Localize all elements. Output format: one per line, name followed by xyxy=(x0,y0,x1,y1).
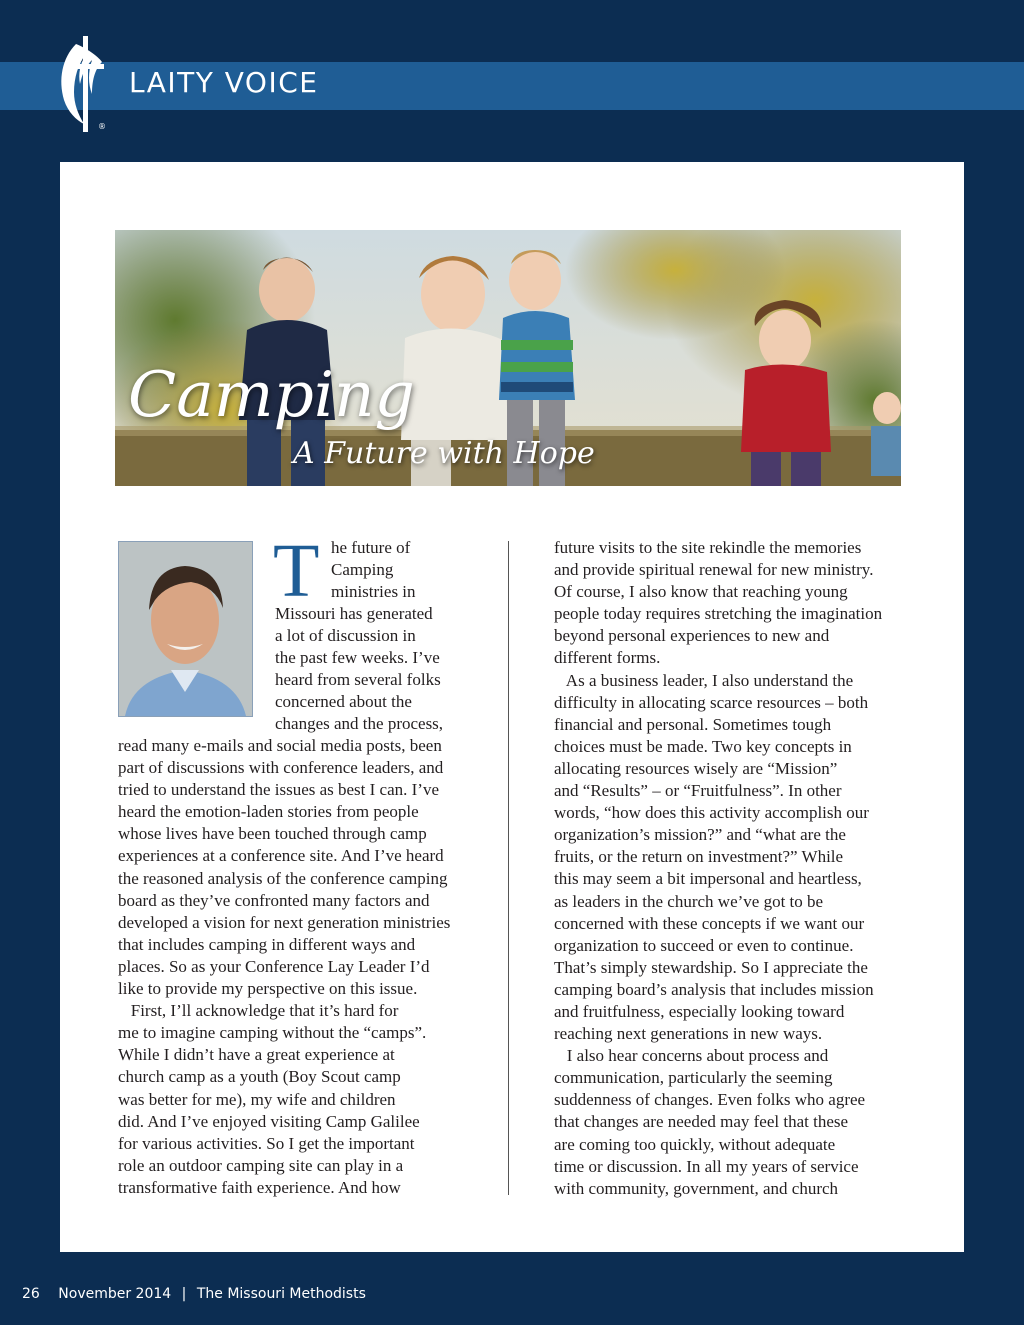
section-title: LAITY VOICE xyxy=(129,66,319,99)
text-line: organization’s mission?” and “what are the xyxy=(554,825,846,845)
text-line: are coming too quickly, without adequate xyxy=(554,1134,836,1154)
text-line: As a business leader, I also understand the xyxy=(554,670,854,690)
column-divider xyxy=(508,541,509,1195)
text-line: developed a vision for next generation ministries xyxy=(118,912,451,932)
text-line: time or discussion. In all my years of service xyxy=(554,1156,859,1176)
text-line: organization to succeed or even to continue. xyxy=(554,935,854,955)
text-line: words, “how does this activity accomplish our xyxy=(554,803,869,823)
text-line: was better for me), my wife and children xyxy=(118,1089,396,1109)
text-line: different forms. xyxy=(554,648,661,668)
page-footer xyxy=(22,1286,366,1302)
text-line: difficulty in allocating scarce resources – both xyxy=(554,692,869,712)
text-line: with community, government, and church xyxy=(554,1178,839,1198)
text-line: transformative faith experience. And how xyxy=(118,1177,401,1197)
article-title: Camping xyxy=(128,358,415,431)
text-line: Of course, I also know that reaching young xyxy=(554,582,848,602)
publication-name: The Missouri Methodists xyxy=(196,1286,366,1302)
text-line: changes and the process, xyxy=(275,714,444,734)
text-line: did. And I’ve enjoyed visiting Camp Galilee xyxy=(118,1111,420,1131)
text-line: like to provide my perspective on this issue. xyxy=(118,979,418,999)
text-line: whose lives have been touched through camp xyxy=(118,824,427,844)
text-line: heard from several folks xyxy=(275,670,441,690)
right-column-text xyxy=(554,537,882,1200)
issue-date: November 2014 xyxy=(58,1286,172,1302)
text-line: future visits to the site rekindle the memories xyxy=(554,538,862,557)
text-line: First, I’ll acknowledge that it’s hard for xyxy=(118,1001,399,1021)
text-line: concerned with these concepts if we want our xyxy=(554,913,865,933)
text-line: the past few weeks. I’ve xyxy=(275,648,440,668)
registered-mark: ® xyxy=(98,122,106,131)
text-line: reaching next generations in new ways. xyxy=(554,1024,823,1044)
text-line: That’s simply stewardship. So I appreciate the xyxy=(554,957,868,977)
text-line: ministries in xyxy=(331,582,416,602)
text-line: experiences at a conference site. And I’ve heard xyxy=(118,846,444,866)
text-line: and fruitfulness, especially looking toward xyxy=(554,1001,845,1021)
text-line: role an outdoor camping site can play in a xyxy=(118,1155,404,1175)
text-line: board as they’ve confronted many factors and xyxy=(118,890,430,910)
text-line: I also hear concerns about process and xyxy=(554,1046,829,1066)
text-line: as leaders in the church we’ve got to be xyxy=(554,891,824,911)
drop-cap: T xyxy=(273,529,320,613)
footer-separator: | xyxy=(181,1286,187,1302)
text-line: the reasoned analysis of the conference camping xyxy=(118,868,448,888)
text-line: Missouri has generated xyxy=(275,604,433,623)
intro-lines-mid xyxy=(275,603,443,736)
text-line: concerned about the xyxy=(275,692,412,712)
intro-lines-top xyxy=(331,537,416,603)
text-line: communication, particularly the seeming xyxy=(554,1068,833,1088)
text-line: While I didn’t have a great experience at xyxy=(118,1045,395,1065)
text-line: places. So as your Conference Lay Leader I’d xyxy=(118,956,430,976)
text-line: heard the emotion-laden stories from people xyxy=(118,802,419,822)
text-line: suddenness of changes. Even folks who agree xyxy=(554,1090,866,1110)
text-line: part of discussions with conference leaders, and xyxy=(118,758,444,778)
text-line: beyond personal experiences to new and xyxy=(554,626,830,646)
text-line: and provide spiritual renewal for new ministry. xyxy=(554,560,874,580)
text-line: financial and personal. Sometimes tough xyxy=(554,714,832,734)
text-line: allocating resources wisely are “Mission” xyxy=(554,758,838,778)
page-number: 26 xyxy=(22,1286,40,1302)
text-line: this may seem a bit impersonal and heartless, xyxy=(554,869,862,889)
text-line: for various activities. So I get the important xyxy=(118,1133,415,1153)
text-line: choices must be made. Two key concepts in xyxy=(554,736,852,756)
article-subtitle: A Future with Hope xyxy=(293,436,595,471)
text-line: church camp as a youth (Boy Scout camp xyxy=(118,1067,401,1087)
left-column-text xyxy=(118,735,450,1199)
text-line: read many e-mails and social media posts, been xyxy=(118,736,442,755)
text-line: that changes are needed may feel that these xyxy=(554,1112,849,1132)
text-line: tried to understand the issues as best I can. I’ve xyxy=(118,780,440,800)
text-line: and “Results” – or “Fruitfulness”. In other xyxy=(554,781,842,801)
text-line: he future of xyxy=(331,538,411,557)
text-line: people today requires stretching the imagination xyxy=(554,604,883,624)
author-portrait xyxy=(118,541,253,717)
text-line: a lot of discussion in xyxy=(275,626,416,646)
text-line: that includes camping in different ways and xyxy=(118,934,416,954)
text-line: fruits, or the return on investment?” While xyxy=(554,847,844,867)
text-line: Camping xyxy=(331,560,394,580)
text-line: camping board’s analysis that includes mission xyxy=(554,979,874,999)
text-line: me to imagine camping without the “camps”. xyxy=(118,1023,427,1043)
